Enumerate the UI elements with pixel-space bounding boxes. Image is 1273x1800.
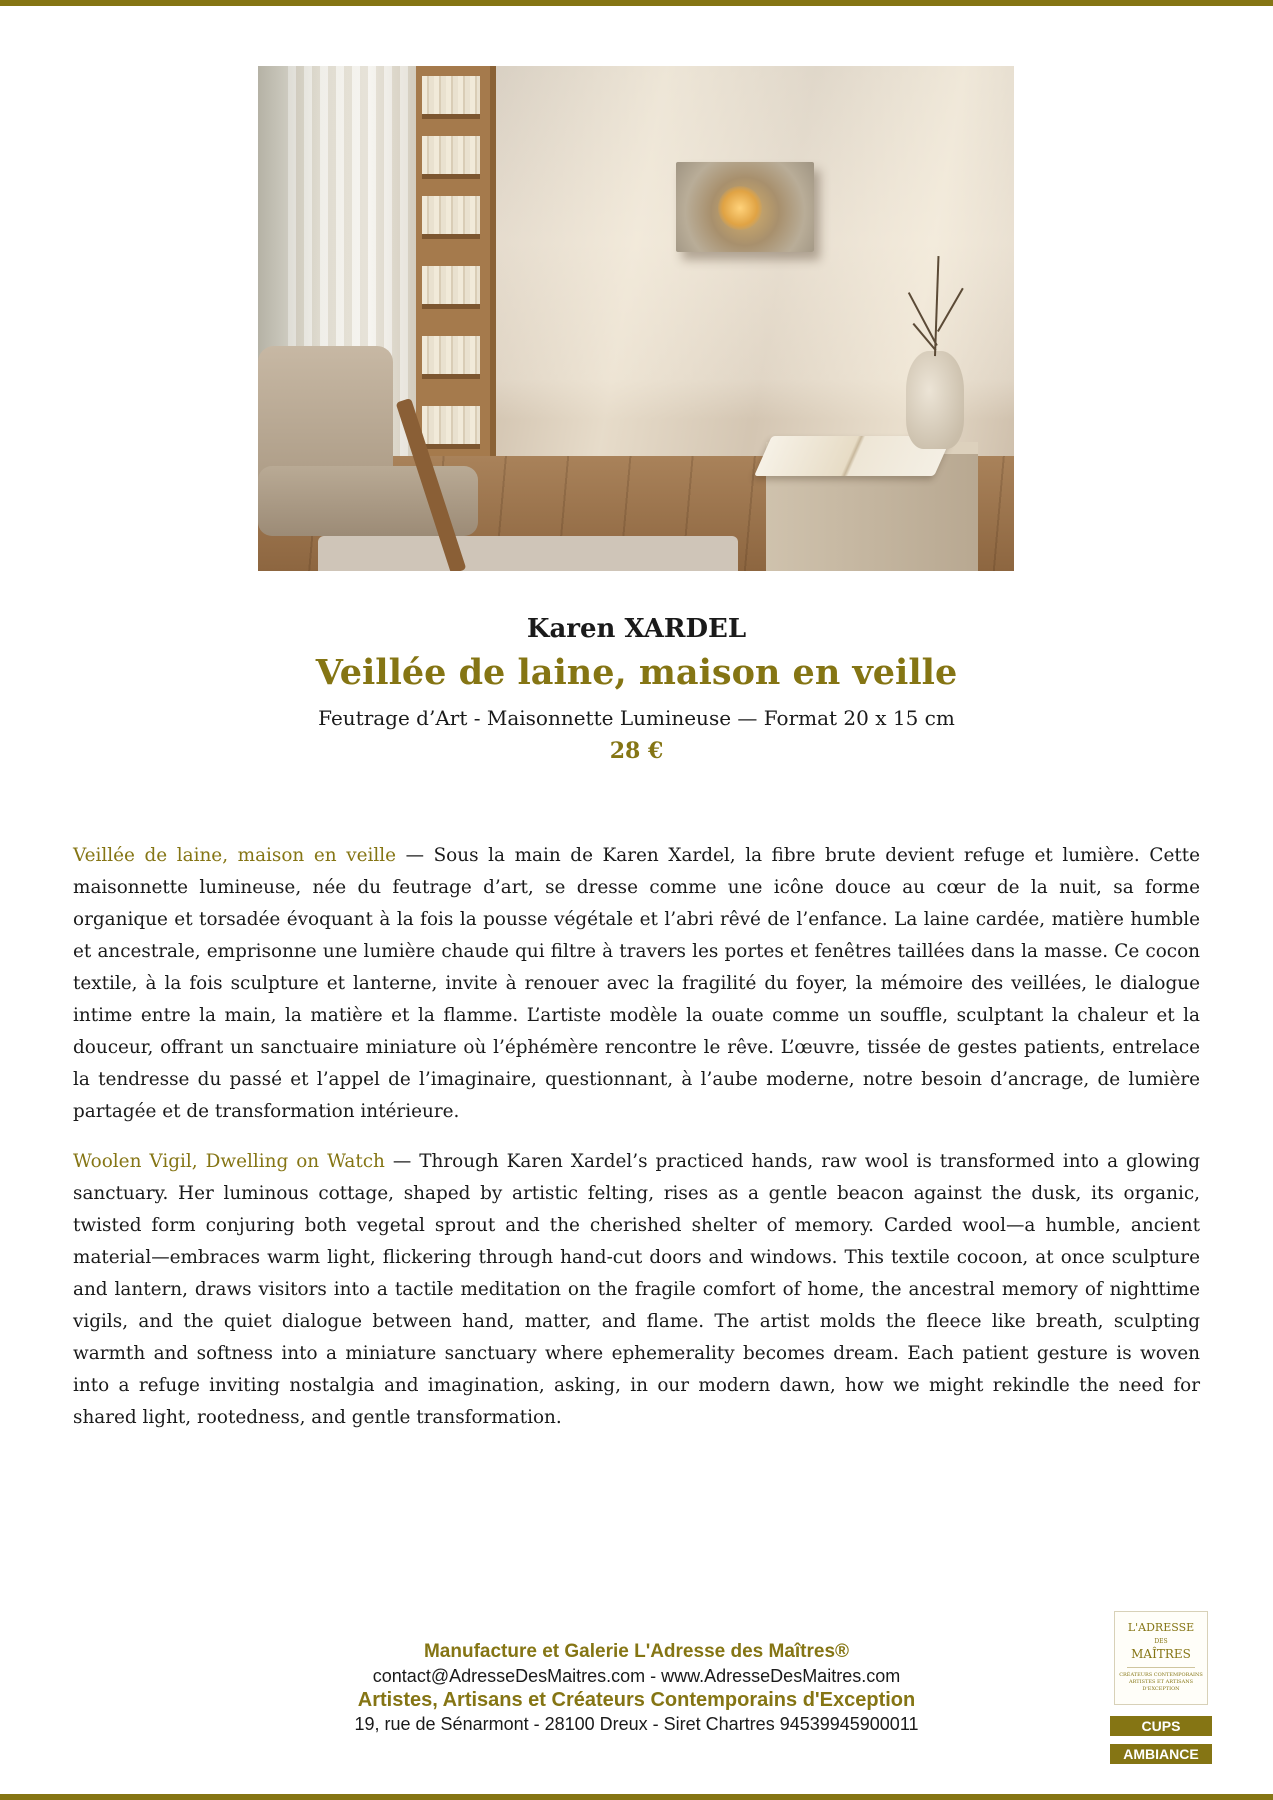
description-english-lead: Woolen Vigil, Dwelling on Watch [73, 1151, 385, 1172]
description-english [73, 1146, 1200, 1434]
footer-company: Manufacture et Galerie L'Adresse des Maîtres® [423, 1641, 850, 1662]
artwork-subtitle: Feutrage d’Art - Maisonnette Lumineuse — Format 20 x 15 cm [318, 706, 955, 730]
footer-contact: contact@AdresseDesMaitres.com - www.AdresseDesMaitres.com [372, 1666, 901, 1686]
logo-line-2: DES [1154, 1638, 1168, 1645]
bottom-accent-bar [0, 1794, 1273, 1800]
artwork-price: 28 € [609, 738, 664, 764]
artwork-title: Veillée de laine, maison en veille [315, 652, 958, 693]
category-tag-ambiance: AMBIANCE [1110, 1744, 1212, 1764]
vase [906, 351, 964, 449]
top-accent-bar [0, 0, 1273, 6]
category-tag-cups: CUPS [1110, 1716, 1212, 1736]
description-french [73, 840, 1200, 1128]
logo-line-3: MAÎTRES [1131, 1647, 1191, 1661]
footer-address: 19, rue de Sénarmont - 28100 Dreux - Siret Chartres 94539945900011 [354, 1714, 919, 1734]
description-french-lead: Veillée de laine, maison en veille [73, 845, 396, 866]
footer [0, 1640, 1273, 1736]
description-english-text: — Through Karen Xardel’s practiced hands, raw wool is transformed into a glowing sanctuary. Her luminous cottage, shaped by artistic felting, rises as a gentle beacon against the dusk, its organic, twisted form conjuring both vegetal sprout and the cherished shelter of memory. Carded wool—a humble, ancient material—embraces warm light, flickering through hand-cut doors and windows. This textile cocoon, at once sculpture and lantern, draws visitors into a tactile meditation on the fragile comfort of home, the ancestral memory of nighttime vigils, and the quiet dialogue between hand, matter, and flame. The artist molds the fleece like breath, sculpting warmth and softness into a miniature sanctuary where ephemerality becomes dream. Each patient gesture is woven into a refuge inviting nostalgia and imagination, asking, in our modern dawn, how we might rekindle the need for shared light, rootedness, and gentle transformation. [73, 1151, 1200, 1428]
lantern-glow [718, 186, 762, 230]
artwork-photo [258, 66, 1014, 571]
gallery-logo [1114, 1611, 1208, 1705]
footer-tagline: Artistes, Artisans et Créateurs Contemporains d'Exception [357, 1689, 916, 1711]
description-french-text: — Sous la main de Karen Xardel, la fibre brute devient refuge et lumière. Cette maisonnette lumineuse, née du feutrage d’art, se dresse comme une icône douce au cœur de la nuit, sa forme organique et torsadée évoquant à la fois la pousse végétale et l’abri rêvé de l’enfance. La laine cardée, matière humble et ancestrale, emprisonne une lumière chaude qui filtre à travers les portes et fenêtres taillées dans la masse. Ce cocon textile, à la fois sculpture et lanterne, invite à renouer avec la fragilité du foyer, la mémoire des veillées, le dialogue intime entre la main, la matière et la flamme. L’artiste modèle la ouate comme un souffle, sculptant la chaleur et la douceur, offrant un sanctuaire miniature où l’éphémère rencontre le rêve. L’œuvre, tissée de gestes patients, entrelace la tendresse du passé et l’appel de l’imaginaire, questionnant, à l’aube moderne, notre besoin d’ancrage, de lumière partagée et de transformation intérieure. [73, 845, 1200, 1122]
bookshelf [416, 66, 496, 476]
rug [318, 536, 738, 571]
logo-line-4: CRÉATEURS CONTEMPORAINS ARTISTES ET ARTISANS D'EXCEPTION [1119, 1672, 1203, 1692]
artist-name: Karen XARDEL [526, 614, 747, 644]
logo-line-1: L'ADRESSE [1127, 1621, 1195, 1634]
